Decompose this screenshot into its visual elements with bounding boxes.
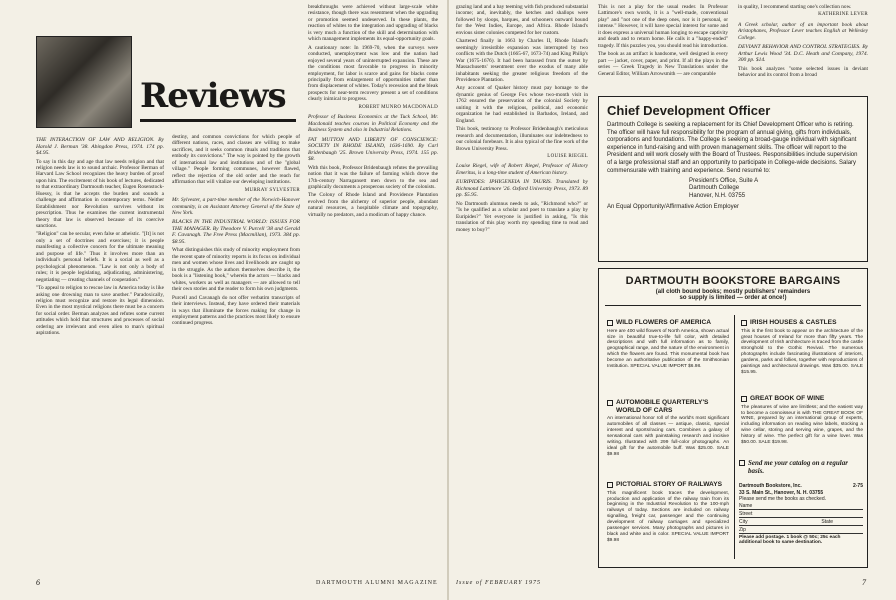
reviewer-signature: MURRAY SYLVESTER	[244, 187, 300, 193]
cdo-eoe: An Equal Opportunity/Affirmative Action Employer	[607, 203, 739, 210]
order-code: 2-75	[852, 483, 863, 489]
paragraph: breakthroughs were achieved without large-scale white resistance, though there was resentment when the upgrading or promotion seemed undeserved. In these plants, the reaction of whites to the integration and upgrading of blacks is very much a function of the skill and determination with which management implements its equal-opportunity goals.	[308, 4, 438, 43]
checkbox[interactable]	[739, 460, 745, 466]
paragraph: The book as an artifact is handsome, well designed in every part — jacket, cover, paper, and print. If all the plays in the series — Greek Tragedy in New Translations under the General Editor, William Arrowsmith — are comparable	[598, 51, 728, 77]
offer-description: This magnificent book traces the development, production and application of the railway train from its beginning in the Industrial Revolution to the 100-mph railways of today. Sections are included on railway signalling, freight car, passenger and the continuing development of railway carriages and specialized passenger services. Many photographs and pictures in black and white and in color. SPECIAL VALUE IMPORT $9.98	[607, 490, 729, 543]
paragraph: A cautionary note: In 1969-70, when the surveys were conducted, unemployment was low and the nation had enjoyed several years of uninterrupted expansion. These are the conditions most favorable to progress in minority employment, for labor is scarce and gains for blacks come principally from enlargement of opportunities rather than from displacement of whites. Today's recession and the bleak prospects for near-term recovery present a set of conditions clearly inimical to progress.	[308, 44, 438, 103]
paragraph: "Religion" can be secular, even false or atheistic. "[It] is not only a set of doctrines and exercises; it is people manifesting a collective concern for the ultimate meaning and purpose of life." Thus it involves more than an individual's personal beliefs. It is a social as well as a psychological phenomenon. "Law is not only a body of rules; it is people legislating, adjudicating, administering, negotiating — creating channels of cooperation."	[36, 231, 164, 283]
cdo-body: Dartmouth College is seeking a replacement for its Chief Development Officer who is retiring. The officer will have full responsibility for the program of annual giving, gifts from individuals, corporations and foundations. The College is seeking a broad-gauge individual with significant experience in fund-raising and with proven management skills. The officer will report to the President and will work closely with the Board of Trustees. Responsibilities include supervision of a large professional staff and an opportunity to participate in College-wide decisions. Salary commensurate with training and experience. Send resumé to:	[607, 122, 858, 174]
field-street[interactable]	[739, 511, 863, 518]
cdo-address-line: Dartmouth College	[689, 185, 740, 192]
paragraph: Any account of Quaker history must pay homage to the dynamic genius of George Fox whose two-month visit in 1762 ensured the preservation of the colonial Society by uniting it with the religious, political, and economic organization he had established in Barbados, Ireland, and England.	[456, 85, 588, 124]
paragraph: destiny, and common convictions for which people of different nations, races, and classes are willing to make sacrifices, and it seeks common rituals and traditions that embody its convictions." The way is pointed by the growth of international law and institutions and of the "global village." People forming communes, however flawed, reflect the rejection of the old order and the reach for affirmation that will vitalize our developing institutions.	[172, 134, 300, 186]
offer-irish-houses[interactable]	[741, 319, 863, 376]
offer-railways[interactable]	[607, 481, 729, 544]
right-col-3-top	[738, 4, 868, 92]
order-from: Dartmouth Bookstore, Inc.	[739, 483, 802, 489]
left-col-2	[172, 134, 300, 574]
offer-world-of-cars[interactable]	[607, 399, 729, 458]
paragraph: What distinguishes this study of minority employment from the recent spate of minority reports is its focus on individual men and women whose lives and livelihoods are caught up in the struggle. As the authors themselves describe it, the book is a "listening book," wherein the actors — blacks and whites, workers as well as managers — are allowed to tell their own stories and the reader to form his own judgments.	[172, 247, 300, 293]
offer-title: PICTORIAL STORY OF RAILWAYS	[616, 481, 723, 488]
postage-note: Please add postage. 1 book @ 50c; 25c each additional book to same destination.	[739, 534, 841, 546]
page-number-left: 6	[36, 578, 40, 587]
order-note: Please send me the books as checked.	[739, 496, 826, 503]
offer-wild-flowers[interactable]	[607, 319, 729, 370]
offer-title: IRISH HOUSES & CASTLES	[750, 319, 837, 326]
reviewer-bio: A Greek scholar, author of an important book about Aristophanes, Professor Lever teaches English at Wellesley College.	[738, 21, 868, 41]
paragraph: The Colony of Rhode Island and Providence Plantation evolved from the alchemy of superior people, abundant natural resources, a hospitable climate and topography, virtually no predators, and a modicum of happy chance.	[308, 192, 438, 218]
review-head-euripides: EURIPIDES: IPHIGENEIA IN TAURIS. Translated by Richmond Lattimore '26. Oxford University Press, 1973. 89 pp. $5.95.	[456, 179, 588, 199]
send-catalog-label: Send me your catalog on a regular basis.	[748, 459, 848, 475]
bookstore-bargains-ad	[598, 268, 868, 568]
cdo-title: Chief Development Officer	[607, 103, 771, 118]
offer-description: Here are 400 wild flowers of North America, shown actual size in beautiful true-to-life full color, with detailed descriptions and with full information as to family, geographical range, and the nature of the environment in which the flowers are found. This monumental book has become an authoritative publication of the Smithsonian Institution. SPECIAL VALUE IMPORT $6.98.	[607, 328, 729, 370]
gutter	[447, 0, 449, 600]
field-label: Zip	[739, 526, 746, 533]
reviewer-signature: LOUISE RIEGEL	[547, 153, 588, 159]
offer-book-of-wine[interactable]	[741, 395, 863, 446]
running-head-right: Issue of FEBRUARY 1975	[456, 580, 542, 586]
paragraph: Chartered finally in 1663 by Charles II, Rhode Island's seemingly irresistible expansion was interrupted by two conflicts with the Dutch (1665-67, 1673-74) and King Philip's War (1675-1676). It had been harassed from the outset by Massachusetts' resentment over the exodus of many able inhabitants seeking the greater religious freedom of the Providence Plantation.	[456, 38, 588, 83]
divider	[605, 305, 861, 306]
checkbox[interactable]	[741, 396, 747, 402]
column-divider	[734, 315, 735, 559]
paragraph: grazing land and a bay teeming with fish produced substantial income; and, inevitably, the ketches and shallops were followed by sloops, barques, and schooners outward bound for the West Indies, Europe, and Africa. Rhode Island's envious sister colonies competed for her custom.	[456, 4, 588, 36]
offer-description: This is the first book to appear on the architecture of the great houses of Ireland for more than fifty years. The development of Irish architecture is traced from the castle stronghold to the Gothic Revival. The numerous photographs include fascinating illustrations of interiors, gardens, parks and follies, together with reproductions of paintings and architectural drawings. Was $35.00. SALE $15.95.	[741, 328, 863, 375]
offer-description: The pleasures of wine are limitless; and the easiest way to become a connoisseur is with THE GREAT BOOK OF WINE, prepared by an international group of experts, including information on reading wine labels, stocking a wine cellar, storing and serving wine, grapes, and the history of wine. The perfect gift for a wine lover. Was $50.00. SALE $19.98.	[741, 404, 863, 446]
cdo-address-line: President's Office, Suite A	[689, 178, 759, 185]
offer-description: An international honor roll of the world's most significant automobiles of all classes — antique, classic, special interest and sports/racing cars. Combines a galaxy of sensational cars with painstaking research and incisive writing. Illustrated with 299 full-color photographs. An ideal gift for the automobile buff. Was $25.00. SALE $9.98	[607, 416, 729, 457]
field-name[interactable]	[739, 503, 863, 510]
running-head-left: DARTMOUTH ALUMNI MAGAZINE	[316, 580, 438, 586]
right-col-1	[456, 4, 588, 574]
review-head-deviant: DEVIANT BEHAVIOR AND CONTROL STRATEGIES. By Arthur Lewis Wood '34. D.C. Heath and Company, 1974. 300 pp. $14.	[738, 44, 868, 64]
review-head-blacks-industrial: BLACKS IN THE INDUSTRIAL WORLD: ISSUES FOR THE MANAGER. By Theodore V. Purcell '38 and Gerald F. Cavanagh. The Free Press (Macmillan), 1973. 384 pp. $8.95.	[172, 219, 300, 245]
paragraph: "To appeal to religion to rescue law in America today is like asking one drowning man to save another." Paradoxically, religion must recognize and restore its legal dimension. Even in the most mystical religions there must be a concern for social order. Berman analyzes and refutes some current attitudes which hold that structures and processes of social ordering are irrelevant and even alien to man's spiritual aspirations.	[36, 285, 164, 337]
review-head-fat-mutton: FAT MUTTON AND LIBERTY OF CONSCIENCE: SOCIETY IN RHODE ISLAND, 1636-1690. By Carl Bridenbaugh '25. Brown University Press, 1974. 155 pp. $8.	[308, 136, 438, 163]
checkbox[interactable]	[607, 482, 613, 488]
reviewer-signature: KATHERINE LEVER	[818, 12, 868, 18]
section-title-rule	[140, 119, 296, 122]
reviewer-bio: Mr. Sylvester, a part-time member of the Norwich-Hanover community, is an Assistant Attorney General of the State of New York.	[172, 197, 300, 216]
checkbox[interactable]	[741, 320, 747, 326]
paragraph: With this book, Professor Bridenbaugh refutes the prevailing notion that it was the failure of farming which drove the 17th-century Narragansett men down to the sea and graphically documents a prosperous society of the colonists.	[308, 164, 438, 190]
field-city-state[interactable]	[739, 519, 863, 526]
paragraph: This book, testimony to Professor Bridenbaugh's meticulous research and documentation, illuminates our indebtedness to our colonial forebears. It is also typical of the fine work of the Brown University Press.	[456, 126, 588, 152]
chief-development-officer-ad	[598, 96, 868, 262]
paragraph: To say in this day and age that law needs religion and that religion needs law is to sound archaic. Professor Berman of Harvard Law School recognizes the heavy burden of proof upon him. The excitement of his book of lectures, dedicated to that extraordinary Dartmouth teacher, Eugen Rosenstock-Huessy, is that he accepts the burden and sounds a challenge and affirmation in contemporary terms. Neither Establishment nor Revolution survives without its prescription. Thus he examines the current instrumental theory that law is observed because of its coercive sanctions.	[36, 158, 164, 230]
reviewer-signature: ROBERT MUNRO MACDONALD	[358, 104, 438, 110]
paragraph: This is not a play for the usual reader. In Professor Lattimore's own words, it is a "well-made, conventional play" and "not one of the deep ones, nor is it personal, or intense." However, it will have special interest for some and it does express a universal human longing to escape captivity and death and to return home. He calls it a "happy-ended" tragedy. If this puzzles you, you should read his introduction.	[598, 4, 728, 49]
checkbox[interactable]	[607, 400, 613, 406]
paragraph: This book analyzes "some selected issues in deviant behavior and its control from a broad	[738, 65, 868, 79]
order-form	[739, 483, 863, 546]
field-label: Name	[739, 502, 753, 509]
section-title: Reviews	[140, 76, 286, 116]
order-address: 33 S. Main St., Hanover, N. H. 03755	[739, 489, 824, 496]
paragraph: in quality, I recommend starting one's collection now.	[738, 4, 852, 10]
page-number-right: 7	[862, 578, 866, 587]
bookstore-subtitle: (all cloth bound books; mostly publishers' remainders	[655, 289, 811, 295]
paragraph: Purcell and Cavanagh do not offer verbatim transcripts of their interviews. Instead, they have ordered their materials in ways that illuminate the forces making for change in employment patterns and the practices most likely to ensure continued progress.	[172, 294, 300, 327]
field-label: State	[821, 518, 833, 525]
checkbox[interactable]	[607, 320, 613, 326]
send-catalog-option[interactable]	[739, 459, 863, 475]
reviewer-bio: Professor of Business Economics at the Tuck School, Mr. Macdonald teaches courses in Political Economy and the Business System and also in Industrial Relations.	[308, 114, 438, 134]
field-label: City	[739, 518, 748, 525]
field-label: Street	[739, 510, 753, 517]
reviews-header	[36, 36, 296, 128]
offer-title: WILD FLOWERS OF AMERICA	[616, 319, 711, 326]
reviewer-bio: Louise Riegel, wife of Robert Riegel, Professor of History Emeritus, is a long-time student of American history.	[456, 163, 588, 176]
offer-title: GREAT BOOK OF WINE	[750, 395, 825, 402]
paragraph: No Dartmouth alumnus needs to ask, "Richmond who?" or "Is he qualified as a scholar and poet to translate a play by Euripides?" Yet everyone is justified in asking, "Is this translation of this play worth my spending time to read and money to buy?"	[456, 200, 588, 233]
bookstore-title: DARTMOUTH BOOKSTORE BARGAINS	[625, 275, 841, 287]
reviews-header-photo	[36, 36, 132, 128]
cdo-address-line: Hanover, N.H. 03755	[689, 192, 746, 199]
left-col-3	[308, 4, 438, 574]
field-zip[interactable]	[739, 527, 863, 534]
offer-title: AUTOMOBILE QUARTERLY'S WORLD OF CARS	[616, 399, 709, 414]
right-col-2-top	[598, 4, 728, 92]
cdo-address	[607, 178, 859, 200]
review-head-law-religion: THE INTERACTION OF LAW AND RELIGION. By Harold J. Berman '38. Abingdon Press, 1974. 174 pp. $4.95.	[36, 137, 164, 156]
bookstore-subtitle: so supply is limited — order at once!)	[679, 295, 787, 301]
left-col-1	[36, 134, 164, 574]
